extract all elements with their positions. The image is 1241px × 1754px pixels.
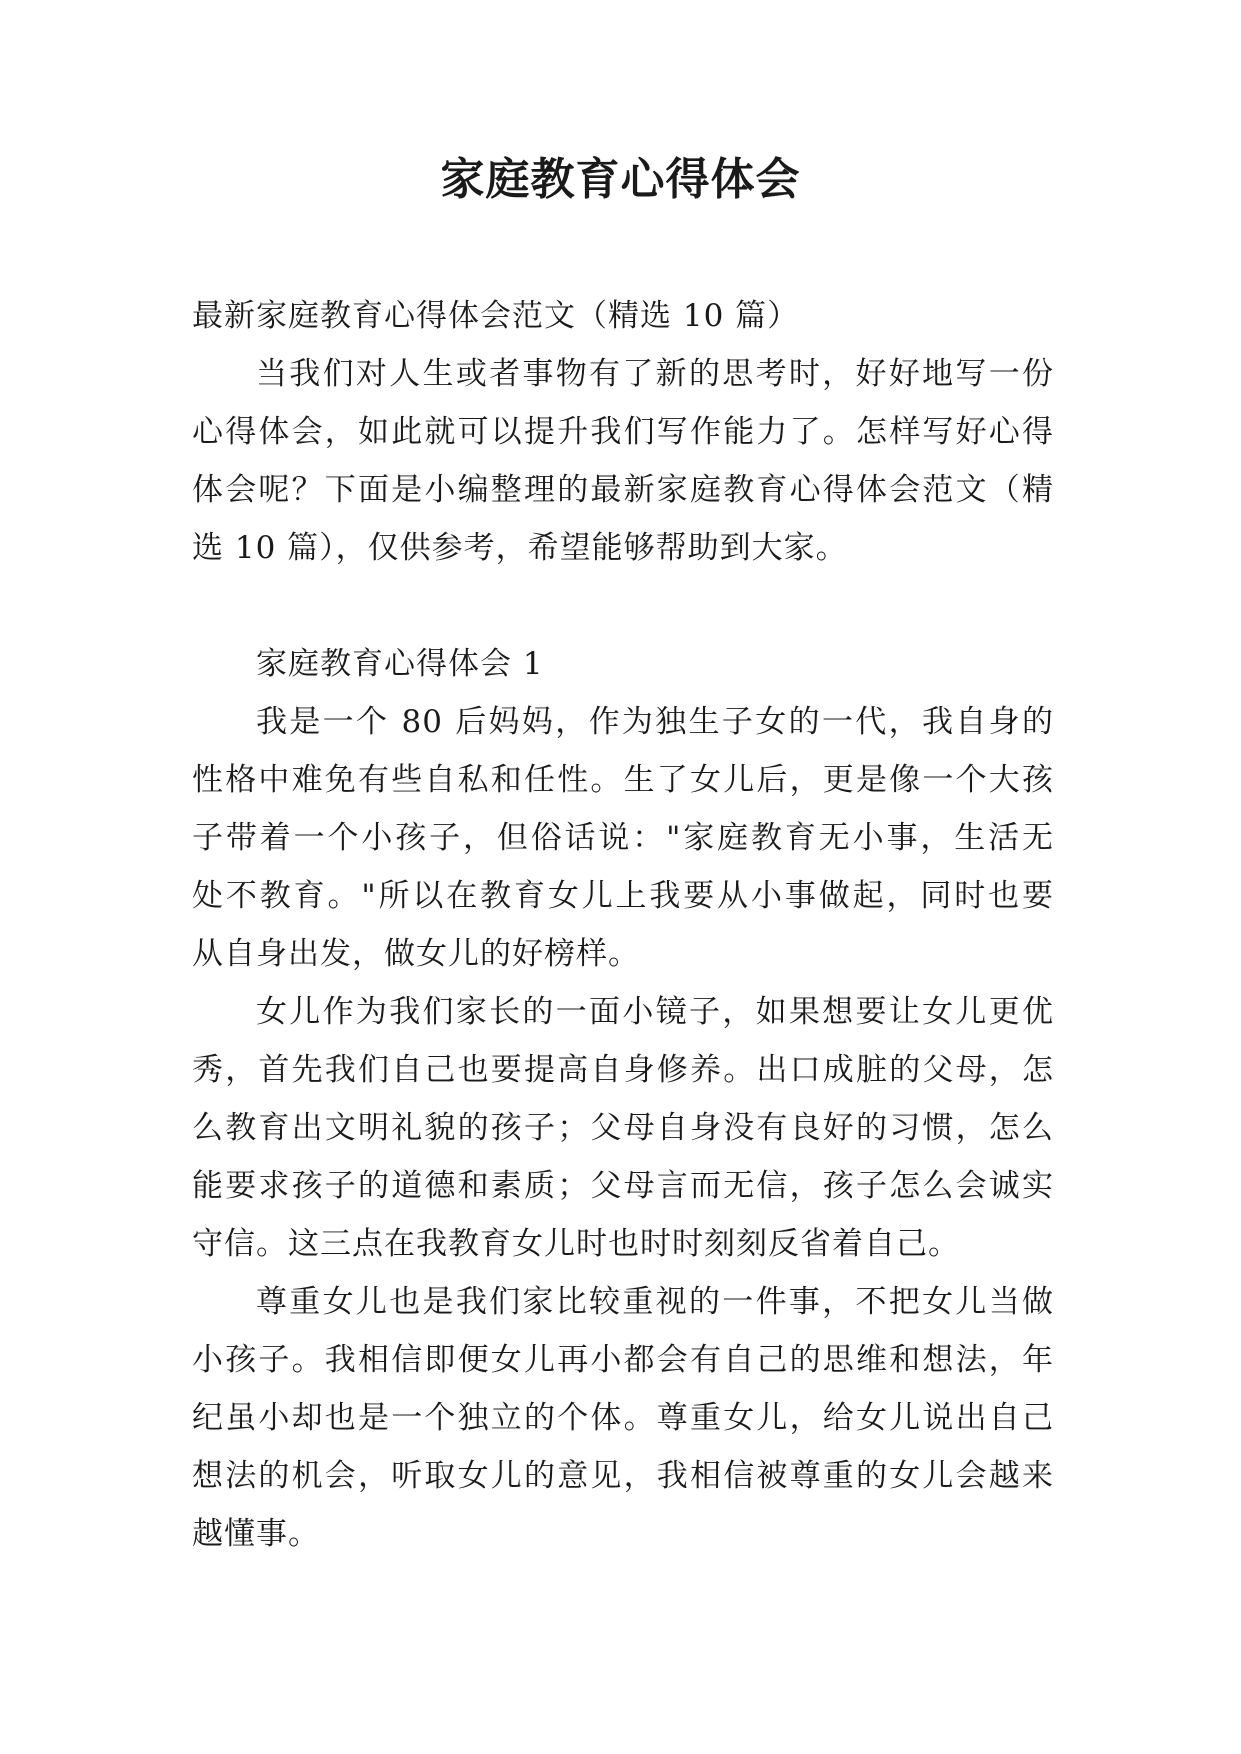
paragraph-line: 女儿作为我们家长的一面小镜子，如果想要让女儿更优 <box>256 994 1054 1030</box>
intro-line: 心得体会，如此就可以提升我们写作能力了。怎样写好心得 <box>192 414 1054 450</box>
body-paragraph-2 <box>192 983 1054 1273</box>
paragraph-line: 么教育出文明礼貌的孩子；父母自身没有良好的习惯，怎么 <box>192 1110 1054 1146</box>
body-paragraph-1 <box>192 693 1054 983</box>
section-heading: 家庭教育心得体会 1 <box>256 646 544 682</box>
document-subtitle: 最新家庭教育心得体会范文（精选 10 篇） <box>192 298 800 334</box>
paragraph-line: 小孩子。我相信即便女儿再小都会有自己的思维和想法，年 <box>192 1342 1054 1378</box>
intro-line: 选 10 篇），仅供参考，希望能够帮助到大家。 <box>192 530 848 566</box>
paragraph-line: 越懂事。 <box>192 1516 320 1552</box>
intro-line: 当我们对人生或者事物有了新的思考时，好好地写一份 <box>256 356 1054 392</box>
intro-line: 体会呢？下面是小编整理的最新家庭教育心得体会范文（精 <box>192 472 1054 508</box>
paragraph-line: 想法的机会，听取女儿的意见，我相信被尊重的女儿会越来 <box>192 1458 1054 1494</box>
paragraph-line: 子带着一个小孩子，但俗话说："家庭教育无小事，生活无 <box>192 820 1054 856</box>
paragraph-line: 从自身出发，做女儿的好榜样。 <box>192 936 640 972</box>
section-spacer <box>192 577 1054 635</box>
intro-paragraph <box>192 345 1054 577</box>
paragraph-line: 性格中难免有些自私和任性。生了女儿后，更是像一个大孩 <box>192 762 1054 798</box>
body-paragraph-3 <box>192 1273 1054 1563</box>
paragraph-line: 纪虽小却也是一个独立的个体。尊重女儿，给女儿说出自己 <box>192 1400 1054 1436</box>
paragraph-line: 守信。这三点在我教育女儿时也时时刻刻反省着自己。 <box>192 1226 960 1262</box>
document-title: 家庭教育心得体会 <box>440 154 801 205</box>
paragraph-line: 处不教育。"所以在教育女儿上我要从小事做起，同时也要 <box>192 878 1054 914</box>
document-body <box>192 287 1054 1563</box>
paragraph-line: 尊重女儿也是我们家比较重视的一件事，不把女儿当做 <box>256 1284 1054 1320</box>
paragraph-line: 我是一个 80 后妈妈，作为独生子女的一代，我自身的 <box>256 704 1054 740</box>
paragraph-line: 秀，首先我们自己也要提高自身修养。出口成脏的父母，怎 <box>192 1052 1054 1088</box>
paragraph-line: 能要求孩子的道德和素质；父母言而无信，孩子怎么会诚实 <box>192 1168 1054 1204</box>
